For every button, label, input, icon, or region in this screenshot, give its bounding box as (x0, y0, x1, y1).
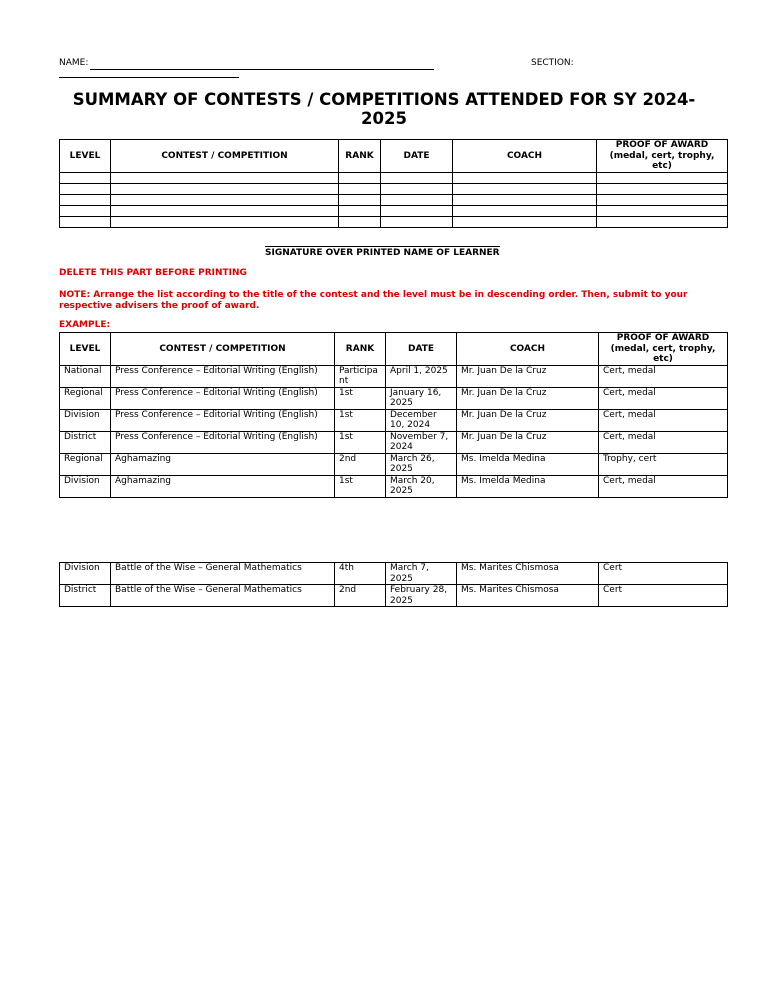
cell-contest: Press Conference – Editorial Writing (English) (111, 409, 335, 431)
page-title: SUMMARY OF CONTESTS / COMPETITIONS ATTENDED FOR SY 2024-2025 (72, 90, 696, 128)
cell-proof: Cert, medal (599, 387, 728, 409)
example-table-continued (59, 562, 728, 607)
cell-contest: Press Conference – Editorial Writing (English) (111, 365, 335, 387)
cell-proof: Cert (599, 585, 728, 607)
signature-label: SIGNATURE OVER PRINTED NAME OF LEARNER (265, 248, 500, 258)
section-blank-line (59, 77, 239, 78)
cell-level: District (60, 585, 111, 607)
cell-level: National (60, 365, 111, 387)
cell-rank: 1st (335, 475, 386, 497)
blank-row (60, 184, 728, 195)
header-level: LEVEL (60, 140, 111, 173)
cell-level: Regional (60, 387, 111, 409)
cell-proof: Trophy, cert (599, 453, 728, 475)
cell-coach: Mr. Juan De la Cruz (457, 409, 599, 431)
cell-level: Regional (60, 453, 111, 475)
cell-contest: Battle of the Wise – General Mathematics (111, 563, 335, 585)
table-row (60, 387, 728, 409)
cell-date: November 7, 2024 (386, 431, 457, 453)
cell-coach: Mr. Juan De la Cruz (457, 387, 599, 409)
header-rank: RANK (339, 140, 381, 173)
blank-row (60, 173, 728, 184)
name-blank-line (90, 69, 434, 70)
section-label: SECTION: (531, 58, 574, 68)
cell-level: Division (60, 409, 111, 431)
blank-row (60, 206, 728, 217)
cell-contest: Battle of the Wise – General Mathematics (111, 585, 335, 607)
cell-date: December 10, 2024 (386, 409, 457, 431)
cell-level: Division (60, 475, 111, 497)
cell-rank: 2nd (335, 585, 386, 607)
cell-date: January 16, 2025 (386, 387, 457, 409)
header-proof: PROOF OF AWARD (medal, cert, trophy, etc) (599, 333, 728, 366)
table-row (60, 585, 728, 607)
cell-coach: Ms. Marites Chismosa (457, 563, 599, 585)
header-contest: CONTEST / COMPETITION (111, 140, 339, 173)
table-row (60, 431, 728, 453)
cell-rank: 4th (335, 563, 386, 585)
cell-rank: 1st (335, 431, 386, 453)
table-row (60, 365, 728, 387)
cell-rank: 1st (335, 387, 386, 409)
example-label: EXAMPLE: (59, 320, 111, 330)
table-row (60, 475, 728, 497)
cell-contest: Aghamazing (111, 453, 335, 475)
cell-date: March 7, 2025 (386, 563, 457, 585)
table-header-row (60, 333, 728, 366)
header-coach: COACH (453, 140, 597, 173)
delete-note: DELETE THIS PART BEFORE PRINTING (59, 268, 247, 278)
cell-contest: Press Conference – Editorial Writing (English) (111, 431, 335, 453)
header-rank: RANK (335, 333, 386, 366)
name-section-line (59, 58, 727, 82)
cell-proof: Cert, medal (599, 365, 728, 387)
cell-rank: Participant (335, 365, 386, 387)
cell-level: District (60, 431, 111, 453)
cell-contest: Aghamazing (111, 475, 335, 497)
cell-date: February 28, 2025 (386, 585, 457, 607)
header-coach: COACH (457, 333, 599, 366)
cell-date: March 26, 2025 (386, 453, 457, 475)
cell-rank: 2nd (335, 453, 386, 475)
header-date: DATE (381, 140, 453, 173)
table-row (60, 563, 728, 585)
cell-date: April 1, 2025 (386, 365, 457, 387)
cell-coach: Ms. Imelda Medina (457, 475, 599, 497)
table-row (60, 409, 728, 431)
header-level: LEVEL (60, 333, 111, 366)
cell-coach: Ms. Marites Chismosa (457, 585, 599, 607)
cell-level: Division (60, 563, 111, 585)
cell-date: March 20, 2025 (386, 475, 457, 497)
table-row (60, 453, 728, 475)
cell-coach: Mr. Juan De la Cruz (457, 431, 599, 453)
cell-rank: 1st (335, 409, 386, 431)
header-contest: CONTEST / COMPETITION (111, 333, 335, 366)
cell-coach: Mr. Juan De la Cruz (457, 365, 599, 387)
example-table (59, 332, 728, 498)
cell-proof: Cert (599, 563, 728, 585)
cell-contest: Press Conference – Editorial Writing (English) (111, 387, 335, 409)
header-date: DATE (386, 333, 457, 366)
cell-proof: Cert, medal (599, 431, 728, 453)
arrange-note: NOTE: Arrange the list according to the title of the contest and the level must be in descending order. Then, submit to your respective advisers the proof of award. (59, 290, 688, 311)
header-proof: PROOF OF AWARD (medal, cert, trophy, etc) (597, 140, 728, 173)
name-label: NAME: (59, 58, 89, 68)
cell-coach: Ms. Imelda Medina (457, 453, 599, 475)
blank-row (60, 217, 728, 228)
blank-row (60, 195, 728, 206)
cell-proof: Cert, medal (599, 475, 728, 497)
blank-contest-table (59, 139, 728, 228)
table-header-row (60, 140, 728, 173)
cell-proof: Cert, medal (599, 409, 728, 431)
